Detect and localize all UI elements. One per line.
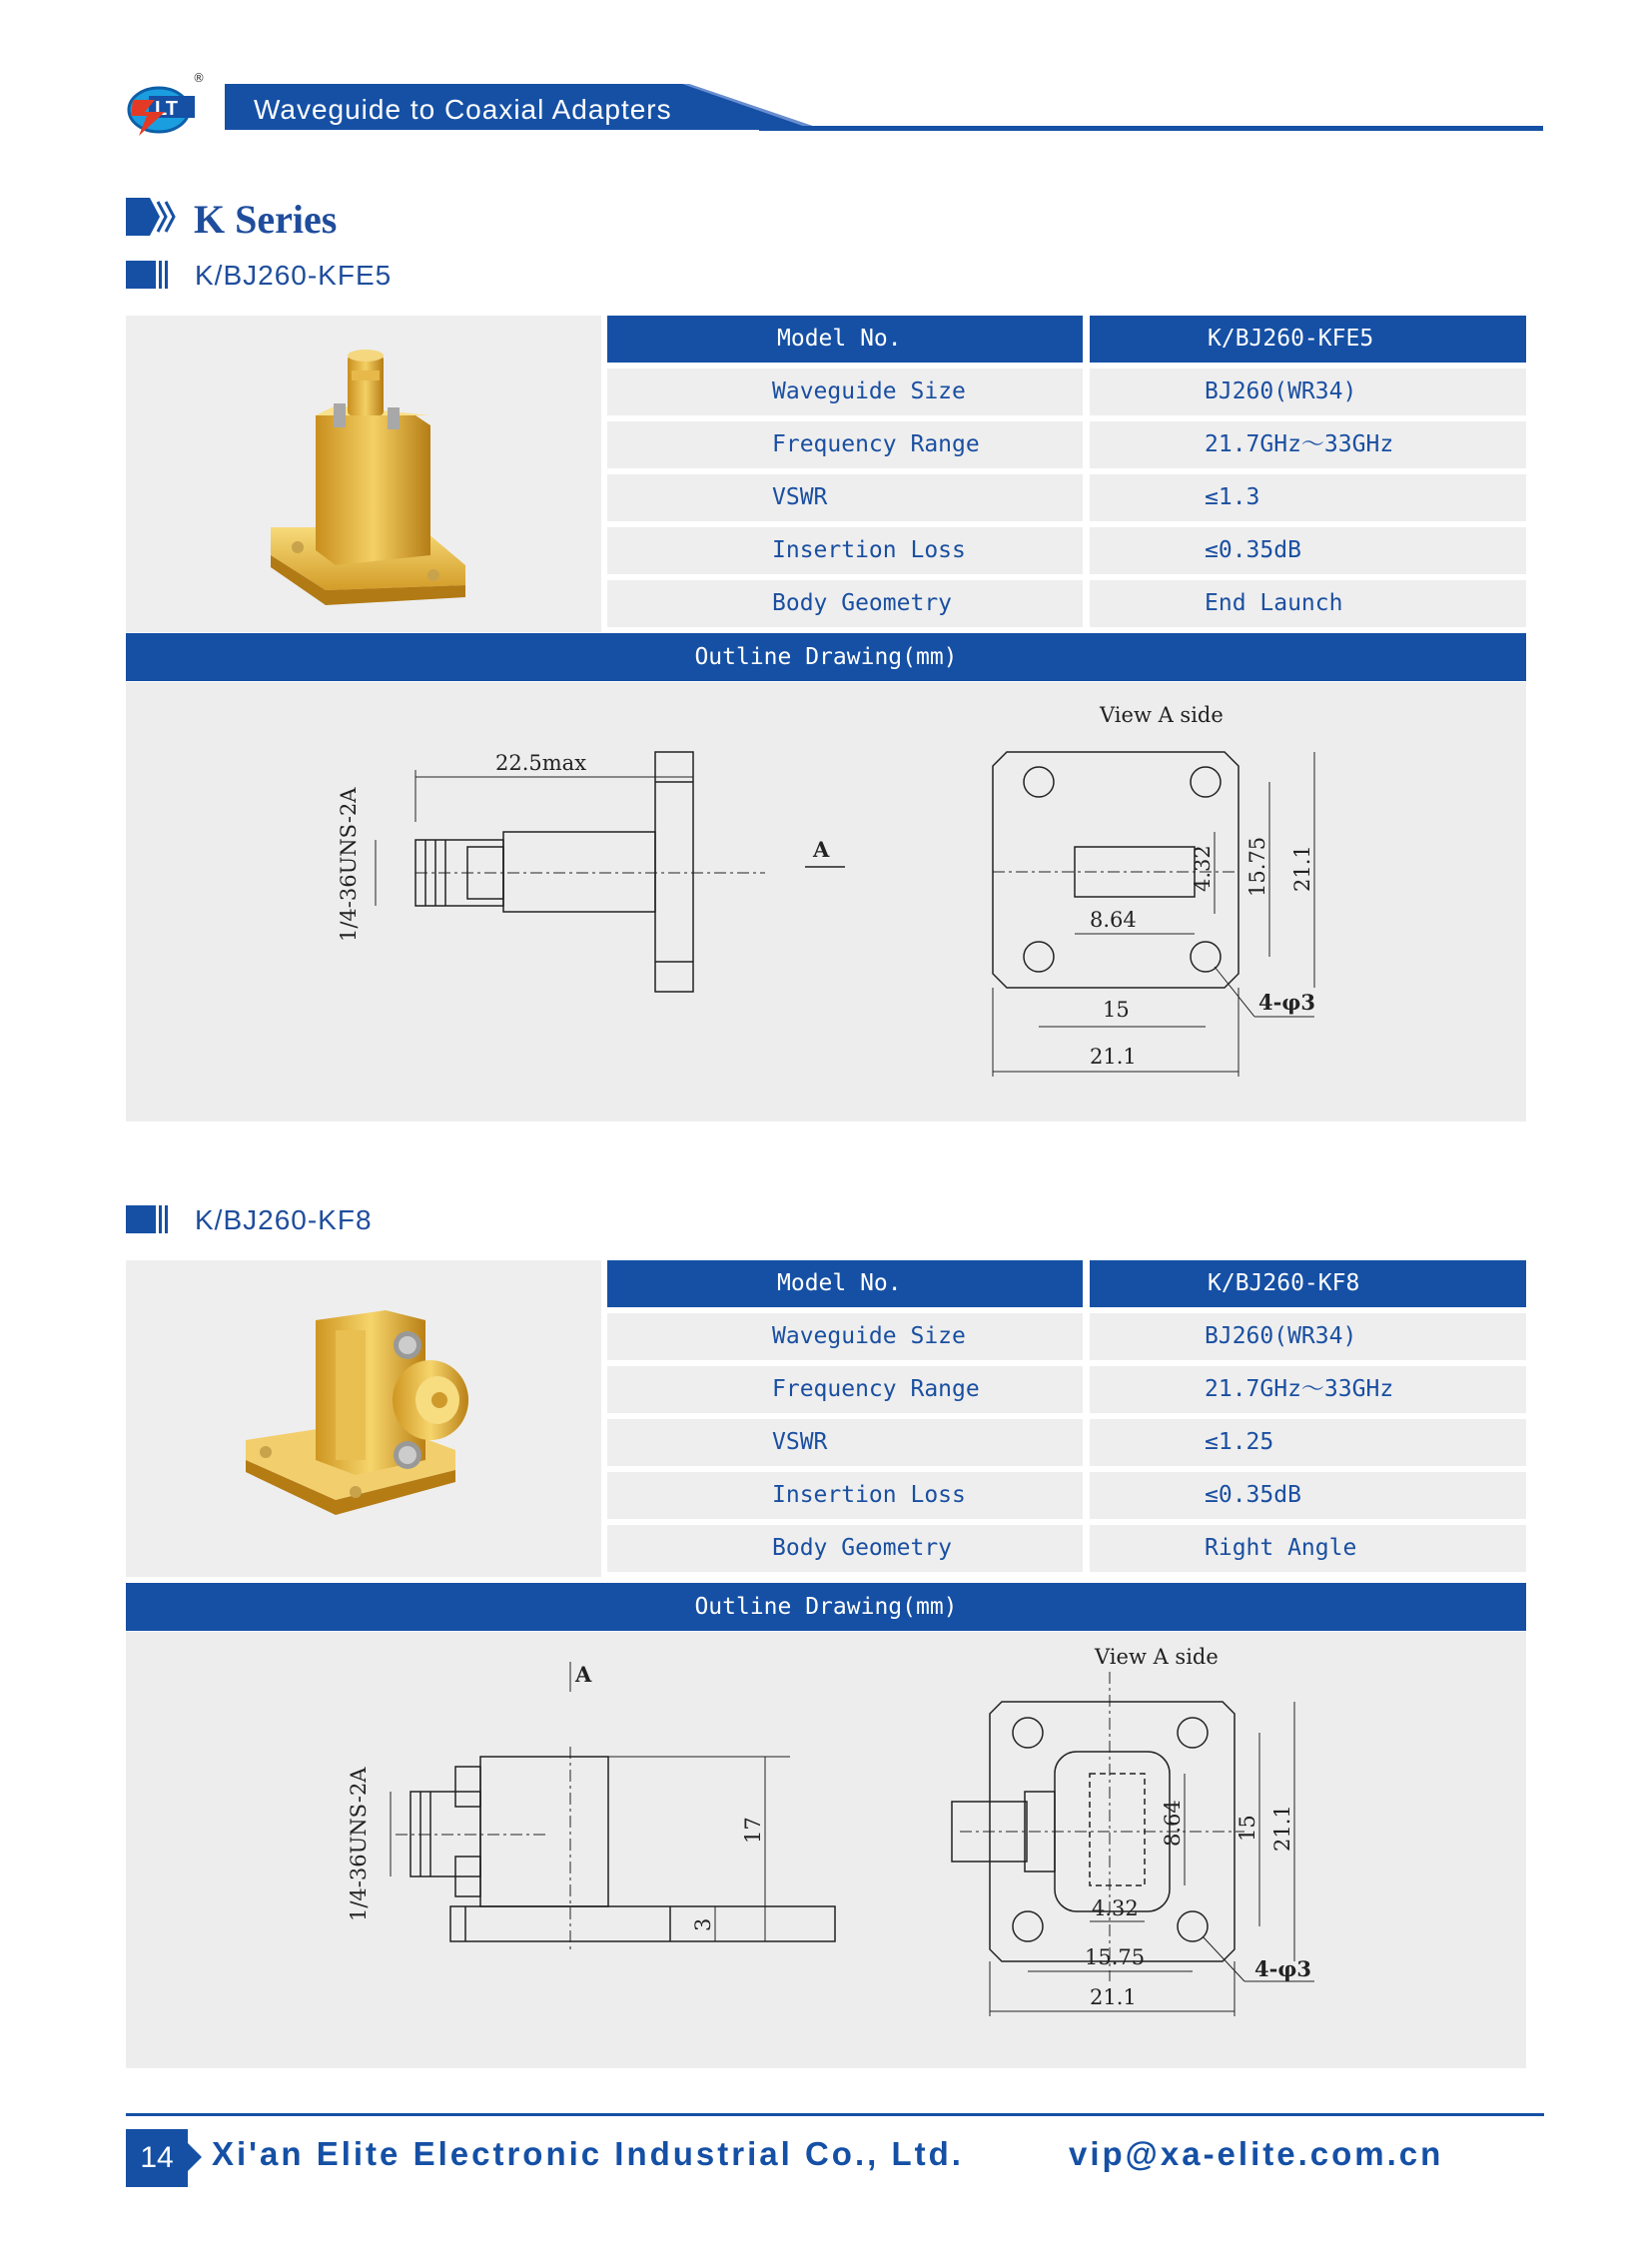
- spec-label: Body Geometry: [772, 1535, 953, 1561]
- view-marker: A: [813, 837, 830, 862]
- view-marker: A: [575, 1662, 592, 1687]
- view-label: View A side: [1100, 703, 1224, 727]
- dim-holes: 4-φ3: [1254, 1956, 1311, 1981]
- dim-label: 15: [1236, 1815, 1259, 1842]
- series-chevron-icon: [126, 196, 176, 238]
- model-heading: K/BJ260-KFE5: [195, 260, 393, 291]
- spec-row: [607, 1366, 1526, 1413]
- spec-label: VSWR: [772, 1429, 828, 1455]
- spec-row: [607, 580, 1526, 627]
- spec-row: [607, 527, 1526, 574]
- dim-length: 22.5max: [495, 751, 587, 775]
- spec-value: ≤1.3: [1205, 484, 1260, 510]
- company-name: Xi'an Elite Electronic Industrial Co., Ltd.: [212, 2135, 964, 2172]
- dim-label: 15: [1103, 998, 1130, 1022]
- dim-label: 17: [741, 1817, 765, 1844]
- spec-label: Model No.: [777, 326, 902, 352]
- spec-label: Body Geometry: [772, 590, 953, 616]
- spec-value: ≤0.35dB: [1205, 1482, 1301, 1508]
- spec-value: 21.7GHz～33GHz: [1205, 431, 1394, 457]
- spec-label: Waveguide Size: [772, 378, 966, 404]
- svg-text:LT: LT: [155, 98, 178, 120]
- outline-drawing: [126, 1632, 1526, 2068]
- spec-label: Frequency Range: [772, 1376, 980, 1402]
- page-arrow-icon: [188, 2143, 202, 2171]
- view-label: View A side: [1095, 1645, 1219, 1669]
- spec-row: [607, 1419, 1526, 1466]
- spec-label: Insertion Loss: [772, 537, 966, 563]
- spec-label: Model No.: [777, 1270, 902, 1296]
- outline-drawing-bar: Outline Drawing(mm): [126, 1583, 1526, 1631]
- footer-rule: [126, 2113, 1544, 2116]
- spec-row: [607, 1525, 1526, 1572]
- contact-email[interactable]: vip@xa-elite.com.cn: [1069, 2135, 1444, 2172]
- dim-label: 15.75: [1245, 836, 1269, 897]
- spec-row: [607, 474, 1526, 521]
- product-photo: [126, 1260, 601, 1577]
- spec-value: Right Angle: [1205, 1535, 1357, 1561]
- spec-row: [607, 369, 1526, 415]
- product-photo: [126, 316, 601, 632]
- header-title: Waveguide to Coaxial Adapters: [254, 94, 672, 125]
- page-number: 14: [126, 2129, 188, 2187]
- dim-label: 21.1: [1290, 845, 1314, 892]
- dim-label: 15.75: [1085, 1945, 1146, 1969]
- spec-value: BJ260(WR34): [1205, 1323, 1357, 1349]
- dim-label: 8.64: [1090, 908, 1137, 932]
- spec-label: Frequency Range: [772, 431, 980, 457]
- spec-value: K/BJ260-KF8: [1208, 1270, 1360, 1296]
- outline-drawing-bar: Outline Drawing(mm): [126, 633, 1526, 681]
- dim-label: 4.32: [1092, 1896, 1139, 1920]
- spec-value: 21.7GHz～33GHz: [1205, 1376, 1394, 1402]
- dim-thread: 1/4-36UNS-2A: [337, 787, 361, 942]
- model-heading: K/BJ260-KF8: [195, 1204, 373, 1235]
- dim-label: 3: [691, 1917, 715, 1931]
- dim-label: 21.1: [1270, 1805, 1294, 1852]
- dim-label: 8.64: [1161, 1800, 1185, 1847]
- spec-label: Insertion Loss: [772, 1482, 966, 1508]
- svg-text:®: ®: [193, 71, 205, 85]
- spec-row: [607, 1472, 1526, 1519]
- outline-drawing: [126, 682, 1526, 1121]
- dim-thread: 1/4-36UNS-2A: [347, 1767, 371, 1921]
- spec-row: [607, 1260, 1526, 1307]
- spec-row: [607, 1313, 1526, 1360]
- spec-row: [607, 316, 1526, 363]
- dim-holes: 4-φ3: [1258, 990, 1315, 1015]
- dim-label: 4.32: [1191, 845, 1215, 892]
- company-logo: [125, 70, 210, 142]
- spec-value: ≤0.35dB: [1205, 537, 1301, 563]
- model-bullet-icon: [126, 261, 168, 289]
- spec-label: VSWR: [772, 484, 828, 510]
- spec-value: ≤1.25: [1205, 1429, 1274, 1455]
- spec-row: [607, 421, 1526, 468]
- spec-value: End Launch: [1205, 590, 1343, 616]
- spec-label: Waveguide Size: [772, 1323, 966, 1349]
- dim-label: 21.1: [1090, 1045, 1137, 1069]
- spec-value: BJ260(WR34): [1205, 378, 1357, 404]
- dim-label: 21.1: [1090, 1985, 1137, 2009]
- model-bullet-icon: [126, 1205, 168, 1233]
- spec-value: K/BJ260-KFE5: [1208, 326, 1374, 352]
- series-title: K Series: [194, 197, 338, 242]
- header-rule: [759, 126, 1543, 131]
